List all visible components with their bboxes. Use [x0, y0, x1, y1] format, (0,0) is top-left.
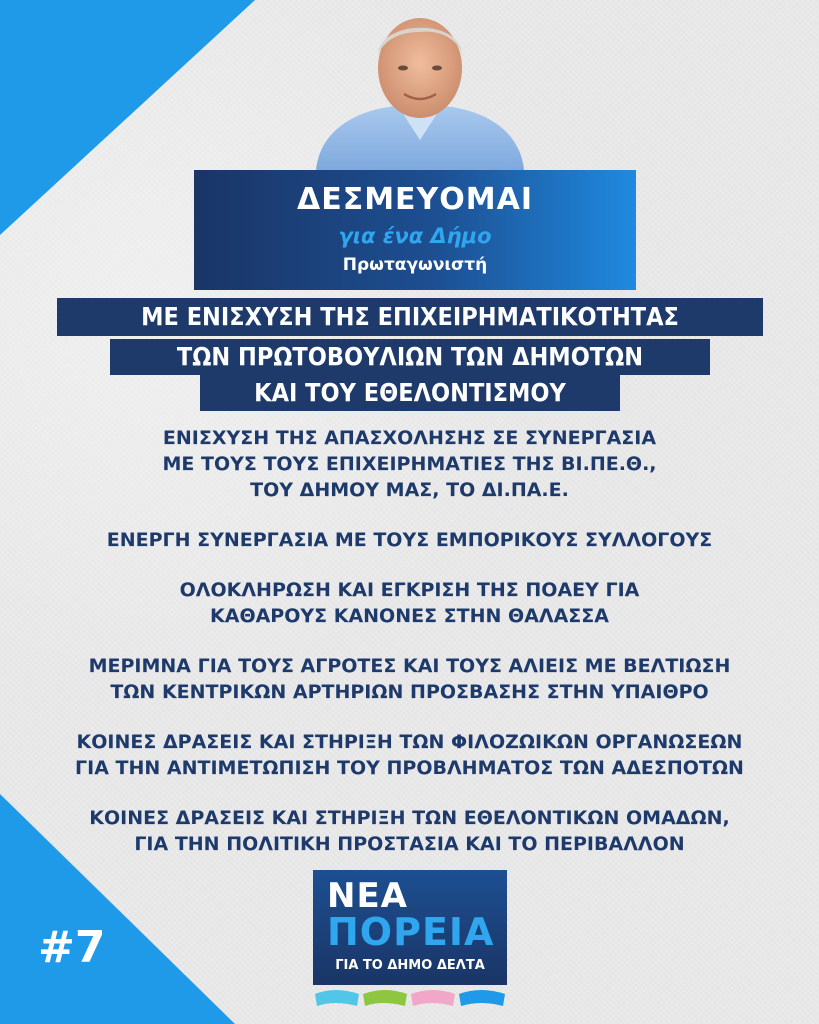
list-item: ΜΕΡΙΜΝΑ ΓΙΑ ΤΟΥΣ ΑΓΡΟΤΕΣ ΚΑΙ ΤΟΥΣ ΑΛΙΕΙΣ ΜΕ ΒΕΛΤΙΩΣΗ ΤΩΝ ΚΕΝΤΡΙΚΩΝ ΑΡΤΗΡΙΩΝ ΠΡΟΣΒΑΣΗΣ ΣΤΗΝ ΥΠΑΙΘΡΟ	[88, 655, 731, 703]
list-item: ΟΛΟΚΛΗΡΩΣΗ ΚΑΙ ΕΓΚΡΙΣΗ ΤΗΣ ΠΟΑΕΥ ΓΙΑ ΚΑΘΑΡΟΥΣ ΚΑΝΟΝΕΣ ΣΤΗΝ ΘΑΛΑΣΣΑ	[179, 579, 640, 627]
logo-waves-icon	[313, 980, 507, 1010]
headline-subtitle: για ένα Δήμο	[338, 224, 492, 248]
candidate-portrait	[306, 10, 534, 170]
banner-line-3: ΚΑΙ ΤΟΥ ΕΘΕΛΟΝΤΙΣΜΟΥ	[200, 375, 620, 411]
headline-title: ΔΕΣΜΕΥΟΜΑΙ	[296, 182, 533, 217]
headline-subtitle-second: Πρωταγωνιστή	[342, 255, 488, 275]
logo-tagline: ΓΙΑ ΤΟ ΔΗΜΟ ΔΕΛΤΑ	[335, 958, 485, 973]
list-item: ΕΝΕΡΓΗ ΣΥΝΕΡΓΑΣΙΑ ΜΕ ΤΟΥΣ ΕΜΠΟΡΙΚΟΥΣ ΣΥΛΛΟΓΟΥΣ	[106, 529, 713, 551]
logo-box	[313, 870, 507, 985]
logo-word-nea: ΝΕΑ	[327, 876, 408, 916]
banner-line-2: ΤΩΝ ΠΡΩΤΟΒΟΥΛΙΩΝ ΤΩΝ ΔΗΜΟΤΩΝ	[110, 339, 710, 375]
list-item: ΚΟΙΝΕΣ ΔΡΑΣΕΙΣ ΚΑΙ ΣΤΗΡΙΞΗ ΤΩΝ ΕΘΕΛΟΝΤΙΚΩΝ ΟΜΑΔΩΝ, ΓΙΑ ΤΗΝ ΠΟΛΙΤΙΚΗ ΠΡΟΣΤΑΣΙΑ ΚΑΙ ΤΟ ΠΕΡΙΒΑΛΛΟΝ	[89, 807, 730, 855]
list-item: ΚΟΙΝΕΣ ΔΡΑΣΕΙΣ ΚΑΙ ΣΤΗΡΙΞΗ ΤΩΝ ΦΙΛΟΖΩΙΚΩΝ ΟΡΓΑΝΩΣΕΩΝ ΓΙΑ ΤΗΝ ΑΝΤΙΜΕΤΩΠΙΣΗ ΤΟΥ ΠΡΟΒΛΗΜΑΤΟΣ ΤΩΝ ΑΔΕΣΠΟΤΩΝ	[75, 731, 744, 779]
party-logo	[313, 870, 507, 1010]
headline-box	[194, 170, 636, 290]
hashtag-label: #7	[38, 922, 106, 973]
commitment-list	[40, 425, 779, 881]
banner-line-1: ΜΕ ΕΝΙΣΧΥΣΗ ΤΗΣ ΕΠΙΧΕΙΡΗΜΑΤΙΚΟΤΗΤΑΣ	[57, 298, 763, 336]
list-item: ΕΝΙΣΧΥΣΗ ΤΗΣ ΑΠΑΣΧΟΛΗΣΗΣ ΣΕ ΣΥΝΕΡΓΑΣΙΑ ΜΕ ΤΟΥΣ ΤΟΥΣ ΕΠΙΧΕΙΡΗΜΑΤΙΕΣ ΤΗΣ ΒΙ.ΠΕ.Θ., ΤΟΥ ΔΗΜΟΥ ΜΑΣ, ΤΟ ΔΙ.ΠΑ.Ε.	[162, 427, 657, 501]
logo-word-poreia: ΠΟΡΕΙΑ	[327, 910, 495, 954]
